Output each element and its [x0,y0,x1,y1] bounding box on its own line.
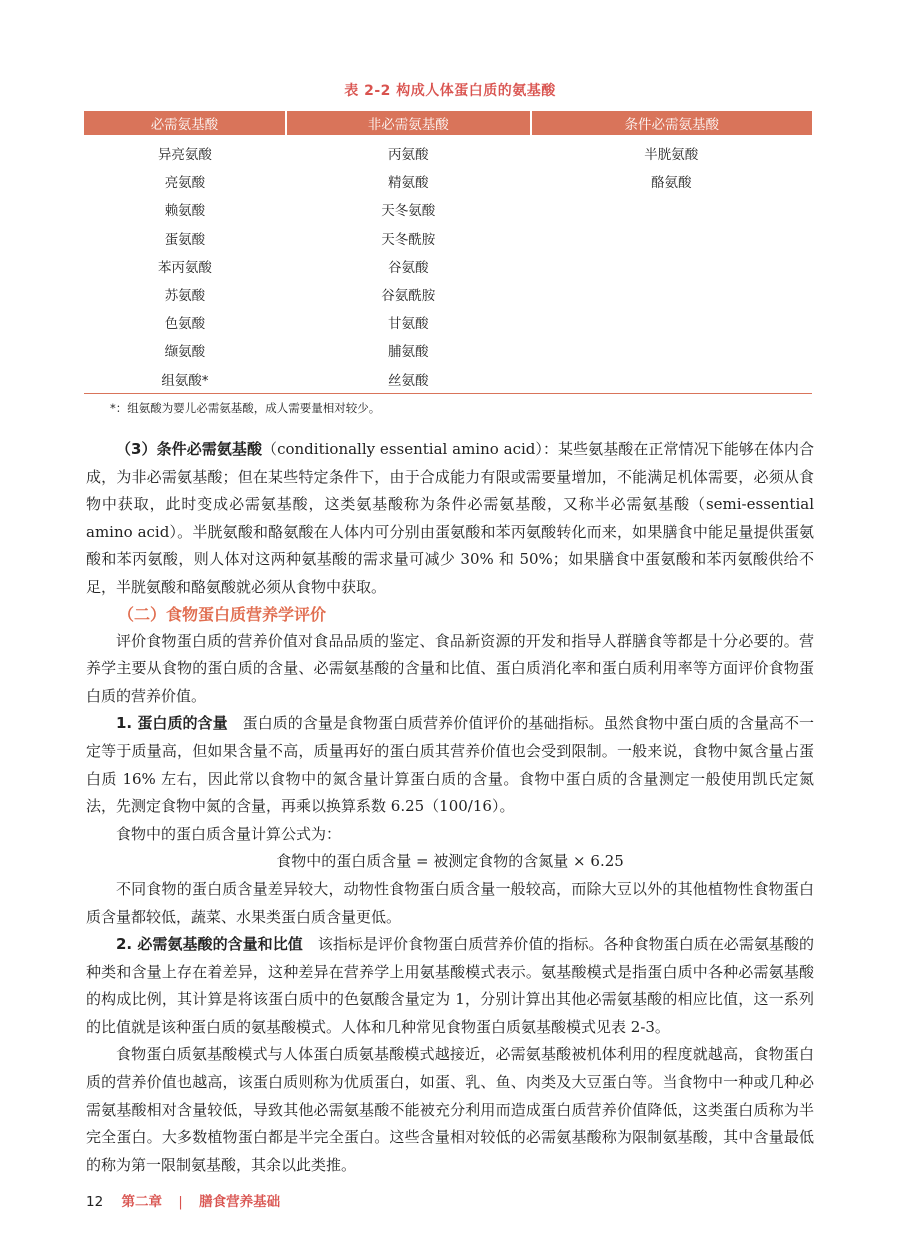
table-cell: 天冬氨酸 [381,203,436,220]
table-row [84,135,812,167]
header-conditional: 条件必需氨基酸 [531,111,812,135]
table-cell: 精氨酸 [387,175,429,192]
table-cell: 组氨酸* [84,365,286,394]
section3-heading: （3）条件必需氨基酸 [116,440,263,458]
table-row [84,224,812,252]
table-cell [531,365,812,394]
table-cell: 缬氨酸 [164,344,206,361]
table-row [84,195,812,223]
subsection-title: （二）食物蛋白质营养学评价 [118,604,327,624]
table-cell: 苯丙氨酸 [157,259,212,276]
table-row [84,252,812,280]
table-cell [531,224,812,252]
table-cell [531,280,812,308]
table-row [84,167,812,195]
page-number: 12 [86,1194,104,1210]
table-cell: 脯氨酸 [387,344,429,361]
item2-para2: 食物蛋白质氨基酸模式与人体蛋白质氨基酸模式越接近，必需氨基酸被机体利用的程度就越高，食物蛋白质的营养价值也越高，该蛋白质则称为优质蛋白，如蛋、乳、鱼、肉类及大豆蛋白等。当食物中一种或几种必需氨基酸相对含量较低，导致其他必需氨基酸不能被充分利用而造成蛋白质营养价值降低，这类蛋白质称为半完全蛋白。大多数植物蛋白都是半完全蛋白。这些含量相对较低的必需氨基酸称为限制氨基酸，其中含量最低的称为第一限制氨基酸，其余以此类推。 [86,1045,814,1174]
item2-text: 该指标是评价食物蛋白质营养价值的指标。各种食物蛋白质在必需氨基酸的种类和含量上存在着差异，这种差异在营养学上用氨基酸模式表示。氨基酸模式是指蛋白质中各种必需氨基酸的构成比例，其计算是将该蛋白质中的色氨酸含量定为 1，分别计算出其他必需氨基酸的相应比值，这一系列的比值就是该种蛋白质的氨基酸模式。人体和几种常见食物蛋白质氨基酸模式见表 2-3。 [86,935,814,1036]
table-caption: 表 2-2 构成人体蛋白质的氨基酸 [344,83,556,99]
chapter-title: 膳食营养基础 [199,1194,281,1210]
table-row [84,308,812,336]
item1-after: 不同食物的蛋白质含量差异较大，动物性食物蛋白质含量一般较高，而除大豆以外的其他植物性食物蛋白质含量都较低，蔬菜、水果类蛋白质含量更低。 [86,879,814,926]
header-essential: 必需氨基酸 [84,111,286,135]
item1-text: 蛋白质的含量是食物蛋白质营养价值评价的基础指标。虽然食物中蛋白质的含量高不一定等于质量高，但如果含量不高，质量再好的蛋白质其营养价值也会受到限制。一般来说，食物中氮含量占蛋白质 16% 左右，因此常以食物中的氮含量计算蛋白质的含量。食物中蛋白质的含量测定一般使用凯氏定氮法，先测定食物中氮的含量，再乘以换算系数 6.25（100/16）。 [86,714,815,816]
subsection-intro: 评价食物蛋白质的营养价值对食品品质的鉴定、食品新资源的开发和指导人群膳食等都是十分必要的。营养学主要从食物的蛋白质的含量、必需氨基酸的含量和比值、蛋白质消化率和蛋白质利用率等方面评价食物蛋白质的营养价值。 [86,631,814,705]
table-cell: 色氨酸 [164,316,206,333]
table-footnote: *：组氨酸为婴儿必需氨基酸，成人需要量相对较少。 [110,401,381,415]
table-cell: 苏氨酸 [164,288,206,305]
table-cell: 赖氨酸 [164,203,206,220]
section3-text: （conditionally essential amino acid）：某些氨基酸在正常情况下能够在体内合成，为非必需氨基酸；但在某些特定条件下，由于合成能力有限或需要量增加，不能满足机体需要，必须从食物中获取，此时变成必需氨基酸，这类氨基酸称为条件必需氨基酸，又称半必需氨基酸（semi-essential amino acid）。半胱氨酸和酪氨酸在人体内可分别由蛋氨酸和苯丙氨酸转化而来，如果膳食中能足量提供蛋氨酸和苯丙氨酸，则人体对这两种氨基酸的需求量可减少 30% 和 50%；如果膳食中蛋氨酸和苯丙氨酸供给不足，半胱氨酸和酪氨酸就必须从食物中获取。 [86,440,814,596]
table-cell: 丝氨酸 [286,365,531,394]
page-footer [86,1190,280,1210]
table-cell [531,308,812,336]
table-row [84,280,812,308]
item2-paragraph [86,931,814,1041]
item1-paragraph [86,710,814,820]
table-row [84,365,812,394]
table-cell: 异亮氨酸 [157,147,212,164]
table-cell: 丙氨酸 [387,147,429,164]
item1-heading: 1. 蛋白质的含量 [116,714,228,733]
table-cell: 酪氨酸 [651,175,692,192]
table-cell: 蛋氨酸 [164,231,206,248]
item2-heading: 2. 必需氨基酸的含量和比值 [116,935,303,954]
table-header-row [84,111,812,135]
chapter-label: 第二章 [121,1194,162,1210]
table-row [84,336,812,364]
formula: 食物中的蛋白质含量 = 被测定食物的含氮量 × 6.25 [276,852,624,871]
table-cell: 亮氨酸 [164,175,206,192]
footer-separator: | [178,1194,183,1210]
header-nonessential: 非必需氨基酸 [286,111,531,135]
table-cell [531,252,812,280]
table-cell: 谷氨酰胺 [381,288,436,305]
table-cell [531,336,812,364]
table-cell: 谷氨酸 [387,259,429,276]
body-text [86,436,814,1179]
table-cell [531,195,812,223]
section3-paragraph [86,436,814,602]
amino-acid-table [84,111,812,394]
table-cell: 半胱氨酸 [644,147,699,164]
table-cell: 甘氨酸 [387,316,429,333]
table-cell: 天冬酰胺 [381,231,436,248]
formula-intro: 食物中的蛋白质含量计算公式为： [116,824,342,843]
